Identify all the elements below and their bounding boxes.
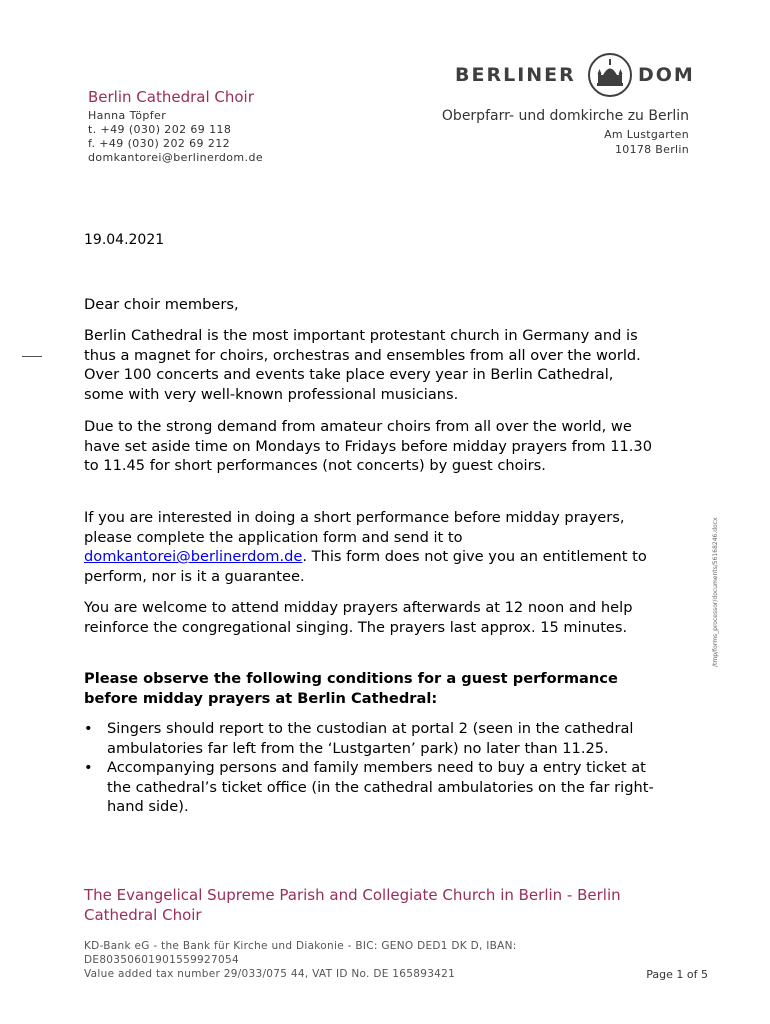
recipient-street: Am Lustgarten — [604, 128, 689, 141]
sender-email: domkantorei@berlinerdom.de — [88, 151, 263, 164]
recipient-city: 10178 Berlin — [614, 143, 689, 156]
margin-mark — [22, 356, 42, 357]
logo-word-right: DOM — [638, 64, 695, 86]
conditions-list — [84, 719, 654, 817]
sender-fax: f. +49 (030) 202 69 212 — [88, 137, 231, 150]
footer-bank-line-2: DE80350601901559927054 — [84, 954, 239, 966]
page-number: Page 1 of 5 — [646, 968, 708, 981]
sender-phone: t. +49 (030) 202 69 118 — [88, 123, 232, 136]
list-item: • Accompanying persons and family members need to buy a entry ticket at the cathedral’s ticket office (in the cathedral ambulatories on the far right-hand side). — [84, 758, 654, 817]
logo-word-left: BERLINER — [455, 64, 576, 86]
paragraph-4: You are welcome to attend midday prayers afterwards at 12 noon and help reinforce the congregational singing. The prayers last approx. 15 minutes. — [84, 599, 633, 636]
paragraph-2: Due to the strong demand from amateur choirs from all over the world, we have set aside time on Mondays to Fridays before midday prayers from 11.30 to 11.45 for short performances (not concerts) by guest choirs. — [84, 418, 652, 474]
sender-person: Hanna Töpfer — [88, 109, 167, 122]
conditions-heading: Please observe the following conditions for a guest performance before midday prayers at Berlin Cathedral: — [84, 670, 618, 707]
letter-date: 19.04.2021 — [84, 232, 165, 248]
paragraph-3 — [84, 508, 654, 586]
cathedral-emblem-icon — [587, 52, 633, 98]
salutation: Dear choir members, — [84, 296, 239, 313]
sender-name: Berlin Cathedral Choir — [88, 88, 254, 106]
footer-bank-line-1: KD-Bank eG - the Bank für Kirche und Diakonie - BIC: GENO DED1 DK D, IBAN: — [84, 940, 517, 952]
berliner-dom-logo — [455, 50, 715, 98]
footer-title: The Evangelical Supreme Parish and Collegiate Church in Berlin - Berlin Cathedral Choir — [84, 886, 621, 924]
paragraph-3-text-before: If you are interested in doing a short performance before midday prayers, please complete the application form and send it to — [84, 509, 625, 546]
list-item: • Singers should report to the custodian at portal 2 (seen in the cathedral ambulatories far left from the ‘Lustgarten’ park) no later than 11.25. — [84, 719, 654, 758]
paragraph-3-text-after: . This form does not give you an entitlement to perform, nor is it a guarantee. — [84, 548, 647, 585]
footer-vat: Value added tax number 29/033/075 44, VAT ID No. DE 165893421 — [84, 968, 456, 980]
email-link[interactable]: domkantorei@berlinerdom.de — [84, 548, 303, 565]
paragraph-1: Berlin Cathedral is the most important protestant church in Germany and is thus a magnet for choirs, orchestras and ensembles from all over the world. Over 100 concerts and events take place every year in Berlin Cathedral, some with very well-known professional musicians. — [84, 327, 641, 403]
side-document-path: /tmp/forms_processor/documents/56168246.docx — [712, 517, 719, 667]
recipient-title: Oberpfarr- und domkirche zu Berlin — [441, 108, 689, 124]
